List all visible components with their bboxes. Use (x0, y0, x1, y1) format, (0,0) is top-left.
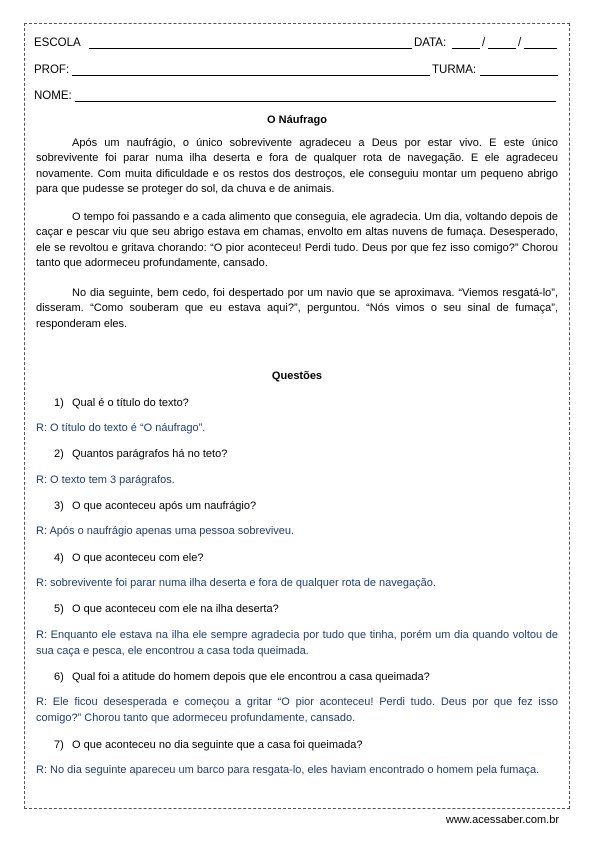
question (54, 670, 430, 684)
answer: R: Ele ficou desesperada e começou a gritar “O pior aconteceu! Perdi tudo. Deus por que fez isso comigo?” Chorou tanto que adormeceu profundamente, cansado. (36, 696, 558, 724)
question-text: Quantos parágrafos há no teto? (72, 448, 228, 460)
question (54, 396, 189, 410)
question (54, 551, 203, 565)
date-year-field[interactable] (524, 48, 557, 49)
escola-label: ESCOLA (34, 37, 81, 49)
question-number: 7) (54, 739, 64, 751)
answer: R: Após o naufrágio apenas uma pessoa sobreviveu. (36, 525, 295, 537)
paragraph: No dia seguinte, bem cedo, foi despertado por um navio que se aproximava. “Viemos resgatá-lo”, disseram. “Como souberam que eu estava aqui?”, perguntou. “Nós vimos o seu sinal de fumaça”, responderam eles. (36, 287, 558, 330)
date-separator: / (482, 37, 486, 49)
question-number: 3) (54, 500, 64, 512)
question-number: 4) (54, 552, 64, 564)
answer: R: sobrevivente foi parar numa ilha deserta e fora de qualquer rota de navegação. (36, 577, 436, 589)
nome-label: NOME: (34, 90, 72, 102)
question (54, 602, 279, 616)
footer-url: www.acessaber.com.br (445, 814, 559, 826)
date-separator: / (518, 37, 522, 49)
prof-label: PROF: (34, 64, 70, 76)
data-label: DATA: (414, 37, 447, 49)
date-month-field[interactable] (488, 48, 516, 49)
question-text: O que aconteceu com ele? (72, 552, 204, 564)
questions-heading: Questões (271, 370, 323, 382)
question-number: 2) (54, 448, 64, 460)
paragraph: Após um naufrágio, o único sobrevivente agradeceu a Deus por estar vivo. E este único sobrevivente foi parar numa ilha deserta e fora de qualquer rota de navegação. E ele agradeceu novamente. Com muita dificuldade e os restos dos destroços, ele conseguiu montar um pequeno abrigo para que pudesse se proteger do sol, da chuva e de animais. (36, 137, 558, 196)
date-day-field[interactable] (452, 48, 480, 49)
answer: R: O texto tem 3 parágrafos. (36, 474, 175, 486)
prof-field[interactable] (72, 75, 430, 76)
question-text: Qual foi a atitude do homem depois que ele encontrou a casa queimada? (72, 671, 430, 683)
turma-label: TURMA: (432, 64, 477, 76)
question-text: Qual é o título do texto? (72, 397, 189, 409)
nome-field[interactable] (75, 101, 556, 102)
question (54, 738, 363, 752)
question-text: O que aconteceu no dia seguinte que a casa foi queimada? (72, 739, 363, 751)
answer: R: Enquanto ele estava na ilha ele sempre agradecia por tudo que tinha, porém um dia quando voltou de sua caça e pesca, ele encontrou a casa toda queimada. (36, 629, 558, 657)
turma-field[interactable] (480, 75, 558, 76)
question-number: 6) (54, 671, 64, 683)
answer: R: O título do texto é “O náufrago”. (36, 422, 206, 434)
answer: R: No dia seguinte apareceu um barco para resgata-lo, eles haviam encontrado o homem pela fumaça. (36, 764, 540, 776)
paragraph: O tempo foi passando e a cada alimento que conseguia, ele agradecia. Um dia, voltando depois de caçar e pescar viu que seu abrigo estava em chamas, envolto em altas nuvens de fumaça. Desesperado, ele se revoltou e gritava chorando: “O pior aconteceu! Perdi tudo. Deus por que fez isso comigo?” Chorou tanto que adormeceu profundamente, cansado. (36, 211, 558, 270)
question (54, 499, 256, 513)
escola-field[interactable] (89, 48, 412, 49)
question-text: O que aconteceu após um naufrágio? (72, 500, 257, 512)
question-text: O que aconteceu com ele na ilha deserta? (72, 603, 279, 615)
question (54, 447, 227, 461)
question-number: 1) (54, 397, 64, 409)
text-title: O Náufrago (267, 114, 327, 126)
question-number: 5) (54, 603, 64, 615)
